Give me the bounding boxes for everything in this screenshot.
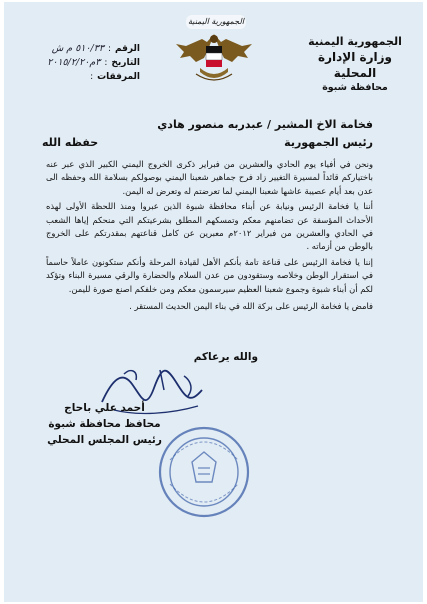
closing-regards: والله يرعاكم — [193, 351, 258, 363]
addressee-title: رئيس الجمهورية — [284, 136, 373, 149]
reference-value: ٥١٠/٣٣ م ش — [51, 43, 104, 54]
honorific: حفظه الله — [42, 136, 99, 149]
eagle-crest-icon — [174, 28, 254, 88]
letterhead-country: الجمهورية اليمنية — [308, 35, 402, 48]
reference-row: الرقم : ٥١٠/٣٣ م ش — [51, 43, 140, 54]
signatory-position-2: رئيس المجلس المحلي — [47, 434, 162, 446]
crest-label: الجمهورية اليمنية — [186, 15, 246, 29]
letterhead-right — [295, 34, 415, 95]
reference-label: الرقم — [114, 44, 140, 54]
addressee: فخامة الاخ المشير / عبدربه منصور هادي — [157, 118, 373, 131]
letterhead-ministry: وزارة الإدارة المحلية — [318, 50, 392, 80]
title-line — [42, 136, 373, 149]
letterhead-governorate: محافظة شبوة — [322, 82, 388, 93]
signatory-position-1: محافظ محافظة شبوة — [48, 418, 161, 430]
date-label: التاريخ — [111, 58, 140, 68]
letter-paper — [4, 2, 423, 602]
reference-block — [12, 42, 140, 84]
body-paragraph-4: فامض يا فخامة الرئيس على بركة الله في بناء اليمن الحديث المستقر . — [129, 301, 373, 312]
attachments-row: المرفقات : — [90, 72, 140, 82]
letter-body — [46, 158, 373, 315]
attachments-label: المرفقات — [97, 72, 140, 82]
date-value: ٣م٢٠١٥/٢/٢٠ — [47, 57, 101, 68]
signatory-name: أحمد علي باحاج — [64, 402, 145, 414]
body-paragraph-3: إننا يا فخامة الرئيس على قناعة تامة بأنكم الأهل لقيادة المرحلة وأنكم ستكونون عاملاً حاسماً في استقرار الوطن وخلاصه وستقودون من عدن السلام والحضارة والرقي مسيرة البناء وتؤكد لكم أن أبناء شبوة وجموع شعبنا العظيم سيرسمون معكم ومن خلفكم اصنع صورة لليمن. — [46, 256, 373, 294]
body-paragraph-2: أننا يا فخامة الرئيس ونيابة عن أبناء محافظة شبوة الذين عبروا ومنذ اللحظة الأولى لهذه الأحداث المؤسفة عن تضامنهم معكم وتمسكهم المطلق بشرعيتكم التي منحكم إياها الشعب في الحادي والعشرين من فبراير ٢٠١٢م معبرين عن كامل قناعتهم بمقدرتكم على الخروج بالوطن من أزماته . — [46, 201, 373, 252]
body-paragraph-1: ونحن في أفياء يوم الحادي والعشرين من فبراير ذكرى الخروج اليمني الكبير الذي عبر عنه باختياركم قائداً لمسيرة التغيير زاد فرح جماهير شعبنا اليمني بوصولكم بسلامة الله وحفظه الى عدن بعد أيام عصيبة عاشها شعبنا اليمني لما تعرضتم له وتعرض له اليمن. — [46, 159, 373, 196]
date-row: التاريخ : ٣م٢٠١٥/٢/٢٠ — [47, 57, 140, 68]
official-stamp — [154, 422, 254, 522]
